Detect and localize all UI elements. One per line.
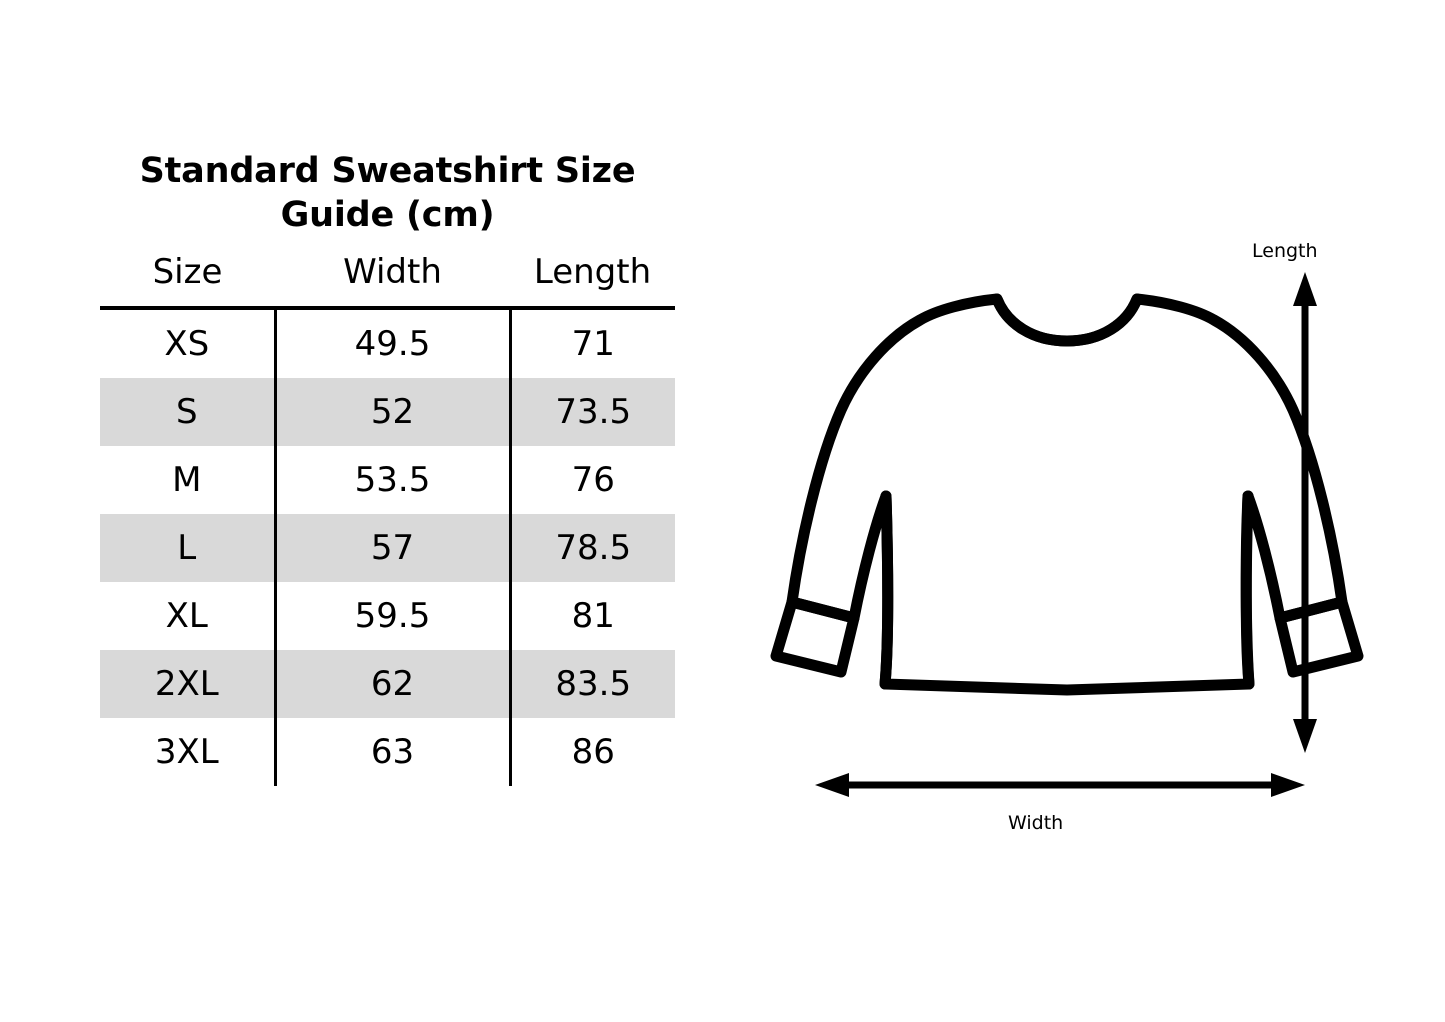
cell-size: 3XL	[154, 731, 219, 772]
size-table-block	[100, 150, 675, 786]
table-row	[100, 446, 675, 514]
table-row	[100, 718, 675, 786]
cell-length: 73.5	[510, 378, 675, 446]
cell-length: 76	[571, 459, 615, 500]
size-table	[100, 248, 675, 786]
page-title	[100, 150, 675, 238]
table-row	[100, 650, 675, 718]
cell-width: 52	[275, 378, 510, 446]
column-header-size: Size	[152, 251, 223, 292]
table-row	[100, 308, 675, 378]
table-header	[100, 248, 675, 308]
cell-width: 59.5	[275, 582, 510, 650]
cell-width: 57	[275, 514, 510, 582]
width-label: Width	[1008, 812, 1064, 834]
title-line-1: Standard Sweatshirt Size	[139, 151, 636, 191]
table-body	[100, 308, 675, 786]
sweatshirt-outline	[776, 299, 1358, 690]
cell-size: L	[100, 514, 275, 582]
cell-size: S	[100, 378, 275, 446]
cell-length: 78.5	[510, 514, 675, 582]
cell-width: 49.5	[275, 308, 510, 378]
cell-size: XL	[165, 595, 208, 636]
table-header-row	[100, 248, 675, 308]
column-header-length: Length	[533, 251, 652, 292]
cell-size: M	[172, 459, 202, 500]
cell-width: 63	[275, 718, 510, 786]
table-row	[100, 582, 675, 650]
table-row	[100, 514, 675, 582]
cell-length: 86	[571, 731, 615, 772]
garment-illustration	[760, 220, 1380, 860]
column-header-width: Width	[343, 251, 442, 292]
cell-width: 53.5	[275, 446, 510, 514]
cell-length: 83.5	[510, 650, 675, 718]
title-line-2: Guide (cm)	[280, 194, 495, 235]
length-label: Length	[1252, 240, 1318, 262]
cell-width: 62	[275, 650, 510, 718]
table-row	[100, 378, 675, 446]
cell-size: 2XL	[100, 650, 275, 718]
width-dimension-arrow	[815, 773, 1305, 797]
length-dimension-arrow	[1293, 272, 1317, 753]
cell-size: XS	[164, 323, 210, 364]
cell-length: 81	[571, 595, 615, 636]
cell-length: 71	[571, 323, 615, 364]
